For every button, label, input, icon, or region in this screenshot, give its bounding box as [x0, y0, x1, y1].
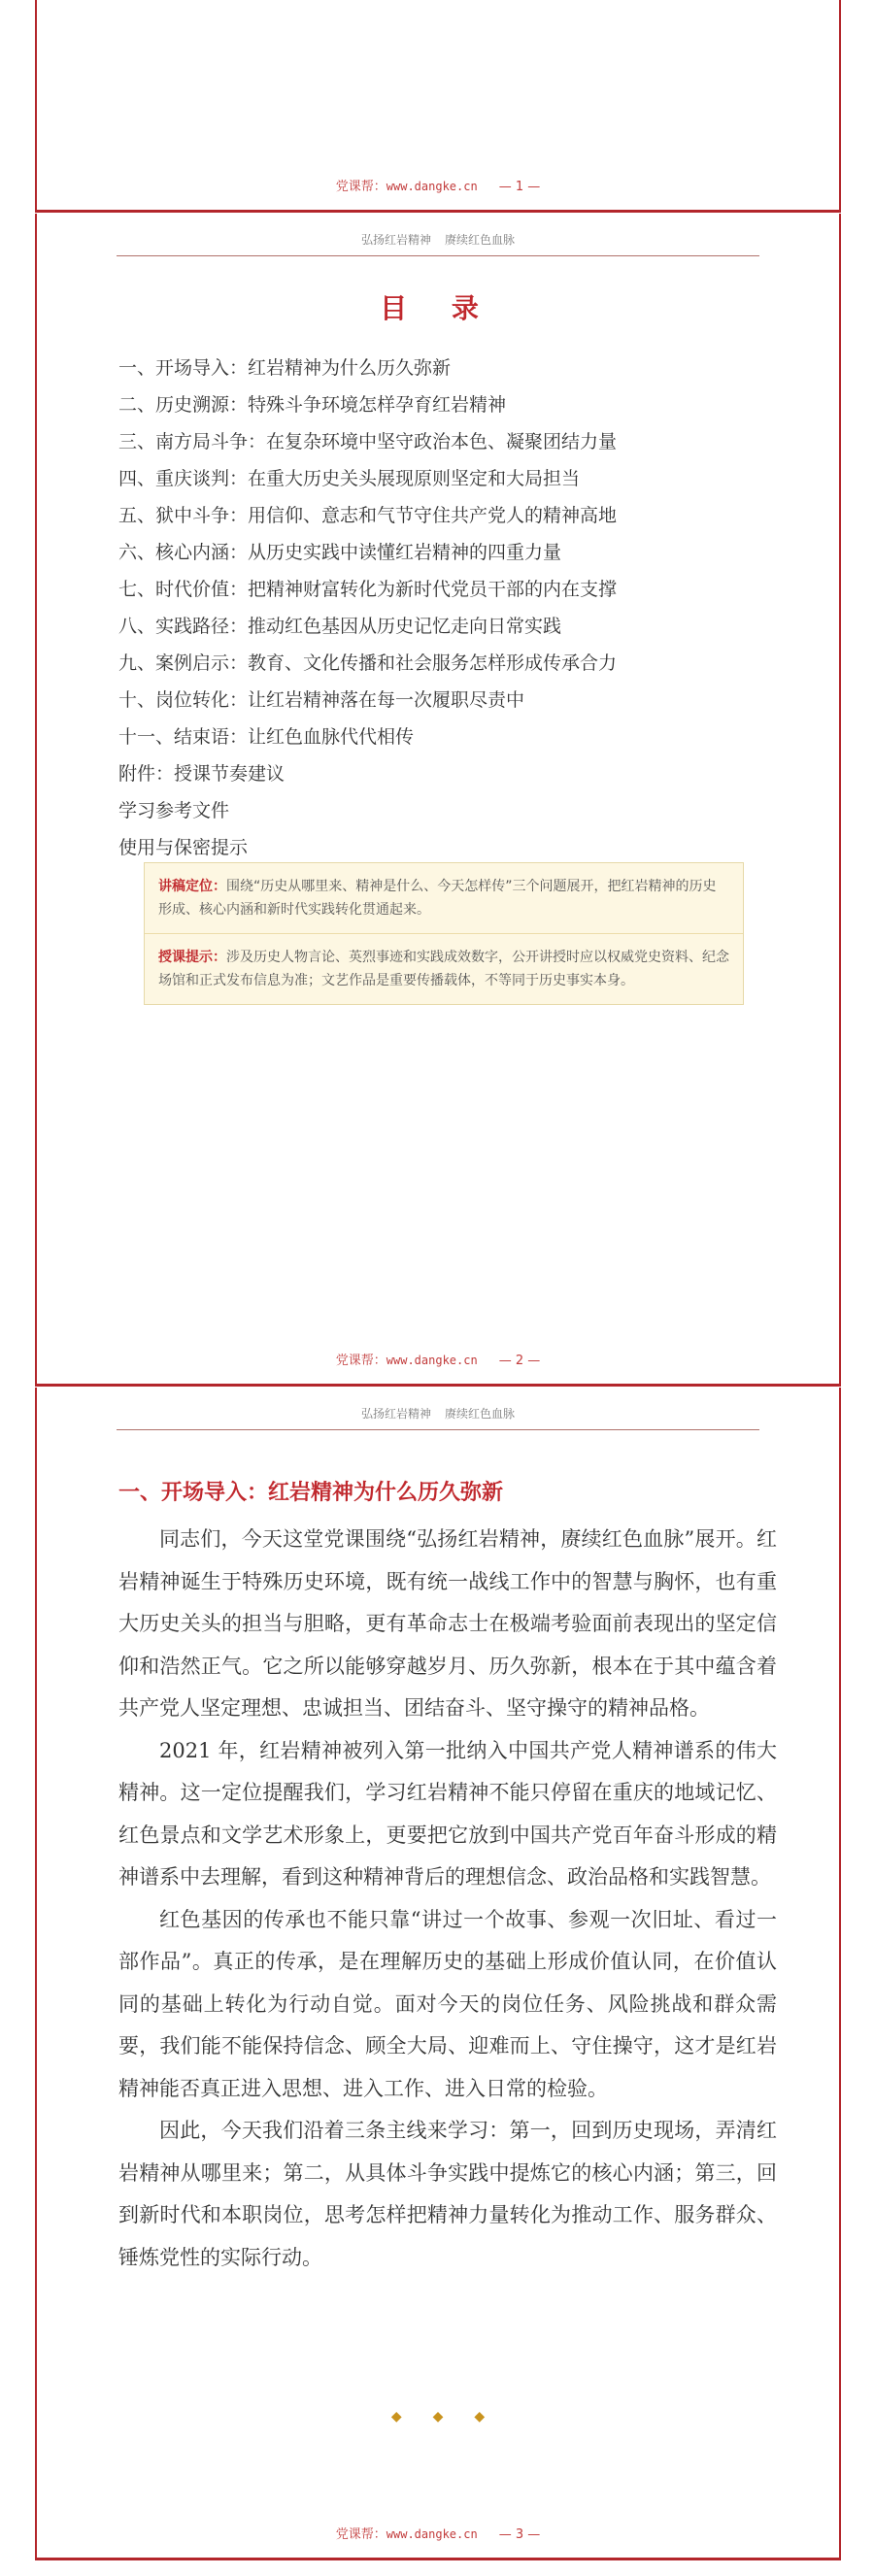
ornament-divider: [37, 2409, 839, 2425]
footer-url[interactable]: www.dangke.cn: [386, 1354, 478, 1367]
diamond-icon: ◆: [390, 2409, 402, 2425]
toc-item[interactable]: 七、时代价值：把精神财富转化为新时代党员干部的内在支撑: [118, 579, 618, 600]
section-title: 一、开场导入：红岩精神为什么历久弥新: [118, 1481, 504, 1505]
diamond-icon: ◆: [432, 2409, 444, 2425]
toc-list: [118, 350, 617, 866]
paragraph: 因此，今天我们沿着三条主线来学习：第一，回到历史现场，弄清红岩精神从哪里来；第二，从具体斗争实践中提炼它的核心内涵；第三，回到新时代和本职岗位，思考怎样把精神力量转化为推动工作、服务群众、锤炼党性的实际行动。: [118, 2119, 777, 2269]
note-label: 授课提示：: [158, 950, 226, 965]
toc-item[interactable]: 三、南方局斗争：在复杂环境中坚守政治本色、凝聚团结力量: [118, 431, 618, 452]
paragraph: 红色基因的传承也不能只靠“讲过一个故事、参观一次旧址、看过一部作品”。真正的传承，是在理解历史的基础上形成价值认同，在价值认同的基础上转化为行动自觉。面对今天的岗位任务、风险挑战和群众需要，我们能不能保持信念、顾全大局、迎难而上、守住操守，这才是红岩精神能否真正进入思想、进入工作、进入日常的检验。: [118, 1907, 777, 2100]
section-body: [118, 1519, 777, 2279]
toc-item[interactable]: 九、案例启示：教育、文化传播和社会服务怎样形成传承合力: [118, 652, 618, 674]
header-left: 弘扬红岩精神: [360, 233, 431, 247]
toc-item[interactable]: 六、核心内涵：从历史实践中读懂红岩精神的四重力量: [118, 542, 562, 563]
toc-title: 目 录: [380, 292, 496, 324]
page-1: [35, 0, 841, 213]
toc-item[interactable]: 一、开场导入：红岩精神为什么历久弥新: [118, 357, 452, 379]
page-footer: [37, 2524, 839, 2542]
footer-url[interactable]: www.dangke.cn: [386, 2527, 478, 2541]
header-right: 赓续红色血脉: [445, 233, 516, 247]
note-text: 围绕“历史从哪里来、精神是什么、今天怎样传”三个问题展开，把红岩精神的历史形成、核心内涵和新时代实践转化贯通起来。: [158, 879, 717, 918]
toc-item[interactable]: 十一、结束语：让红色血脉代代相传: [118, 726, 415, 748]
toc-item[interactable]: 学习参考文件: [118, 800, 230, 821]
diamond-icon: ◆: [474, 2409, 486, 2425]
toc-item[interactable]: 使用与保密提示: [118, 837, 249, 858]
header-right: 赓续红色血脉: [445, 1407, 516, 1421]
page-2: [35, 214, 841, 1387]
page-number: — 3 —: [498, 2527, 541, 2542]
paragraph: 同志们，今天这堂党课围绕“弘扬红岩精神，赓续红色血脉”展开。红岩精神诞生于特殊历史环境，既有统一战线工作中的智慧与胸怀，也有重大历史关头的担当与胆略，更有革命志士在极端考验面前表现出的坚定信仰和浩然正气。它之所以能够穿越岁月、历久弥新，根本在于其中蕴含着共产党人坚定理想、忠诚担当、团结奋斗、坚守操守的精神品格。: [118, 1527, 777, 1720]
toc-item[interactable]: 四、重庆谈判：在重大历史关头展现原则坚定和大局担当: [118, 468, 581, 489]
footer-url[interactable]: www.dangke.cn: [386, 180, 478, 193]
footer-prefix: 党课帮：: [335, 2527, 387, 2542]
paragraph: 2021 年，红岩精神被列入第一批纳入中国共产党人精神谱系的伟大精神。这一定位提醒我们，学习红岩精神不能只停留在重庆的地域记忆、红色景点和文学艺术形象上，更要把它放到中国共产党百年奋斗形成的精神谱系中去理解，看到这种精神背后的理想信念、政治品格和实践智慧。: [118, 1738, 777, 1889]
page-header: [117, 231, 759, 256]
toc-item[interactable]: 附件：授课节奏建议: [118, 763, 286, 785]
toc-item[interactable]: 五、狱中斗争：用信仰、意志和气节守住共产党人的精神高地: [118, 505, 618, 526]
header-left: 弘扬红岩精神: [360, 1407, 431, 1421]
page-header: [117, 1405, 759, 1430]
note-label: 讲稿定位：: [158, 879, 226, 894]
page-number: — 1 —: [498, 180, 541, 194]
page-footer: [37, 176, 839, 194]
toc-item[interactable]: 八、实践路径：推动红色基因从历史记忆走向日常实践: [118, 616, 562, 637]
page-number: — 2 —: [498, 1354, 541, 1368]
footer-prefix: 党课帮：: [335, 1354, 387, 1368]
note-box: [144, 862, 744, 1005]
footer-prefix: 党课帮：: [335, 180, 387, 194]
teaching-tip-note: [145, 933, 743, 1004]
toc-item[interactable]: 十、岗位转化：让红岩精神落在每一次履职尽责中: [118, 689, 525, 711]
note-text: 涉及历史人物言论、英烈事迹和实践成效数字，公开讲授时应以权威党史资料、纪念场馆和正式发布信息为准；文艺作品是重要传播载体，不等同于历史事实本身。: [158, 950, 729, 988]
toc-item[interactable]: 二、历史溯源：特殊斗争环境怎样孕育红岩精神: [118, 394, 507, 416]
page-3: [35, 1388, 841, 2560]
page-footer: [37, 1350, 839, 1368]
positioning-note: [145, 863, 743, 933]
